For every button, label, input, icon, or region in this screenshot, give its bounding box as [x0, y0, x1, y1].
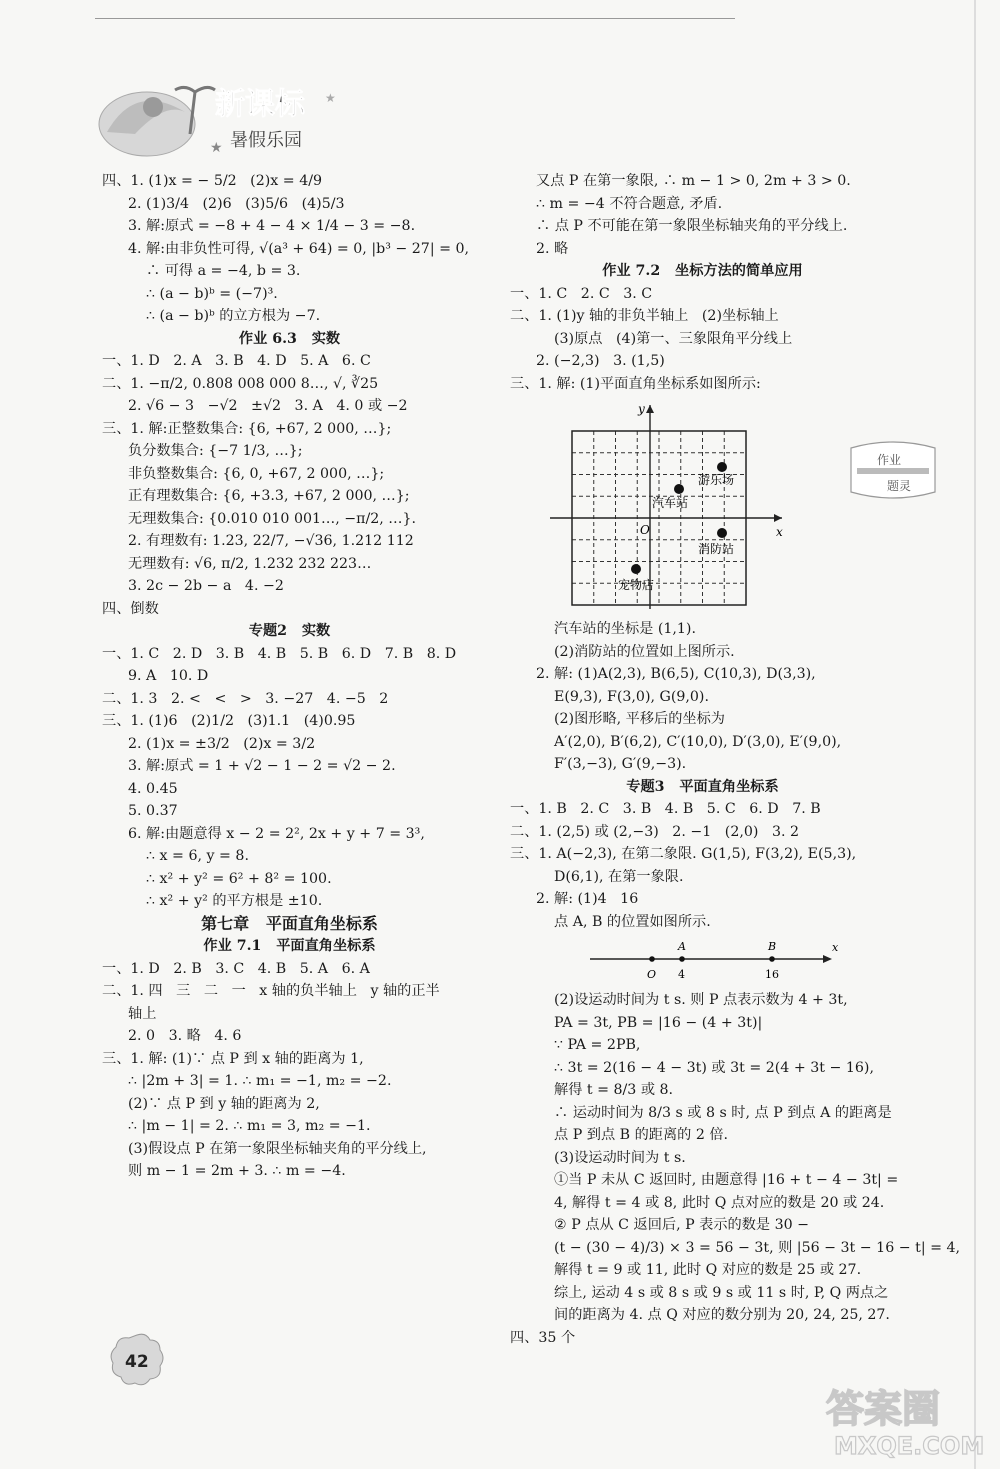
answer-line: 2. 解: (1)A(2,3), B(6,5), C(10,3), D(3,3), [536, 666, 816, 682]
answer-line: 3. 2c − 2b − a 4. −2 [128, 578, 284, 594]
answer-line: 4. 解:由非负性可得, √(a³ + 64) = 0, |b³ − 27| = 0, [128, 240, 470, 257]
point-o-name: O [647, 968, 657, 981]
point-marker [631, 564, 641, 574]
place-label: 宠物店 [618, 578, 655, 592]
answer-line: 四、倒数 [102, 600, 159, 617]
answer-line: 无理数集合: {0.010 010 001…, −π/2, …}. [128, 510, 417, 527]
answer-line: 综上, 运动 4 s 或 8 s 或 9 s 或 11 s 时, P, Q 两点之 [554, 1284, 889, 1301]
answer-line: 三、1. 解: (1)平面直角坐标系如图所示: [510, 375, 761, 392]
book-logo [95, 72, 355, 162]
answer-line: (3)原点 (4)第一、三象限角平分线上 [554, 330, 793, 347]
answer-line: ∴ |m − 1| = 2. ∴ m₁ = 3, m₂ = −1. [128, 1118, 371, 1134]
answer-line: (2)消防站的位置如上图所示. [554, 643, 735, 660]
answer-line: 三、1. 解: (1)∵ 点 P 到 x 轴的距离为 1, [102, 1050, 364, 1067]
stamp-bottom: 题灵 [887, 479, 912, 493]
answer-line: 2. (1)x = ±3/2 (2)x = 3/2 [128, 735, 316, 752]
section-heading: 第七章 平面直角坐标系 [201, 913, 378, 933]
answer-line: F′(3,−3), G′(9,−3). [554, 756, 687, 772]
answer-line: 2. 0 3. 略 4. 6 [128, 1028, 242, 1044]
child-figure [143, 97, 163, 117]
answer-line: 2. 解: (1)4 16 [536, 891, 639, 907]
point-b-label: B [768, 940, 777, 953]
answer-line: 正有理数集合: {6, +3.3̇, +67, 2 000, …}; [128, 488, 410, 504]
point-b [769, 956, 775, 962]
point-a-value: 4 [678, 968, 685, 981]
answer-line: 三、1. 解:正整数集合: {6, +67, 2 000, …}; [102, 420, 392, 437]
star-icon: ★ [325, 91, 336, 105]
answer-line: 解得 t = 8/3 或 8. [554, 1082, 674, 1098]
place-label: 游乐场 [698, 473, 735, 487]
answer-line: 四、1. (1)x = − 5/2 (2)x = 4/9 [102, 173, 323, 189]
answer-line: 一、1. D 2. A 3. B 4. D 5. A 6. C [102, 353, 371, 369]
answer-line: ∴ x² + y² 的平方根是 ±10. [146, 893, 323, 909]
section-heading: 作业 6.3 实数 [238, 330, 341, 347]
origin-label: O [640, 523, 650, 537]
answer-line: 负分数集合: {−7 1/3, …}; [128, 443, 303, 459]
top-rule [95, 18, 735, 19]
answer-line: ∴ (a − b)ᵇ = (−7)³. [146, 285, 278, 302]
answer-line: ∴ 可得 a = −4, b = 3. [146, 263, 301, 279]
answer-line: (t − (30 − 4)/3) × 3 = 56 − 3t, 则 |56 − 3t − 16 − t| = 4, [554, 1239, 961, 1256]
answer-line: 一、1. C 2. D 3. B 4. B 5. B 6. D 7. B 8. D [102, 645, 457, 662]
answer-line: 汽车站的坐标是 (1,1). [554, 621, 696, 637]
answer-line: 轴上 [128, 1005, 157, 1022]
point-marker [717, 528, 727, 538]
answer-line: (3)假设点 P 在第一象限坐标轴夹角的平分线上, [128, 1140, 427, 1157]
answer-line: (3)设运动时间为 t s. [554, 1149, 686, 1166]
answer-line: PA = 3t, PB = |16 − (4 + 3t)| [554, 1014, 763, 1031]
place-label: 汽车站 [652, 496, 689, 510]
answer-line: 又点 P 在第一象限, ∴ m − 1 > 0, 2m + 3 > 0. [536, 173, 851, 189]
answer-line: 4. 0.45 [128, 780, 178, 797]
answer-line: (2)∵ 点 P 到 y 轴的距离为 2, [128, 1095, 320, 1112]
answer-line: (2)图形略, 平移后的坐标为 [554, 711, 725, 727]
answer-line: ∴ 运动时间为 8/3 s 或 8 s 时, 点 P 到点 A 的距离是 [554, 1104, 892, 1121]
x-axis-label: x [776, 525, 783, 539]
answer-line: 二、1. 3 2. < < > 3. −27 4. −5 2 [102, 690, 389, 707]
star-icon: ★ [210, 140, 223, 156]
coordinate-grid [510, 399, 895, 614]
answer-line: 无理数有: √6, π/2, 1.232 232 223… [128, 555, 372, 572]
answer-line: 2. (−2,3) 3. (1,5) [536, 353, 665, 369]
answer-line: 9. A 10. D [128, 668, 209, 684]
page-number: 42 [125, 1352, 149, 1372]
answer-line: ∴ 点 P 不可能在第一象限坐标轴夹角的平分线上. [536, 218, 848, 234]
answer-line: 6. 解:由题意得 x − 2 = 2², 2x + y + 7 = 3³, [128, 825, 425, 842]
answer-line: ② P 点从 C 返回后, P 表示的数是 30 − [554, 1217, 810, 1233]
answer-line: E(9,3), F(3,0), G(9,0). [554, 688, 709, 705]
answer-line: ∴ x = 6, y = 8. [146, 848, 249, 864]
watermark [820, 1380, 990, 1460]
section-heading: 专题2 实数 [248, 623, 331, 639]
answer-line: 二、1. −π/2, 0.808 008 000 8…, √, ∛25 [102, 375, 379, 392]
left-column [102, 170, 477, 1183]
section-heading: 专题3 平面直角坐标系 [626, 778, 779, 795]
page-edge [974, 0, 976, 1469]
point-a-label: A [678, 940, 686, 953]
answer-line: 间的距离为 4. 点 Q 对应的数分别为 20, 24, 25, 27. [554, 1307, 890, 1323]
coordinate-grid-figure [510, 399, 895, 614]
answer-line: ∴ m = −4 不符合题意, 矛盾. [536, 195, 723, 212]
answer-line: 2. √6 − 3 −√2 ±√2 3. A 4. 0 或 −2 [128, 398, 408, 414]
answer-line: 5. 0.37 [128, 803, 178, 819]
section-heading: 作业 7.2 坐标方法的简单应用 [602, 263, 803, 279]
answer-line: 3. 解:原式 = −8 + 4 − 4 × 1/4 − 3 = −8. [128, 218, 416, 234]
stamp-band [857, 468, 929, 474]
right-section-a [510, 170, 895, 395]
answer-line: 二、1. (2,5) 或 (2,−3) 2. −1 (2,0) 3. 2 [510, 823, 800, 840]
answer-line: 二、1. 四 三 二 一 x 轴的负半轴上 y 轴的正半 [102, 983, 440, 999]
answer-line: 4, 解得 t = 4 或 8, 此时 Q 点对应的数是 20 或 24. [554, 1194, 885, 1211]
answer-line: ∴ |2m + 3| = 1. ∴ m₁ = −1, m₂ = −2. [128, 1073, 392, 1089]
answer-line: 2. 有理数有: 1.23, 22/7, −√36, 1.212 112 [128, 533, 414, 549]
point-o [649, 956, 655, 962]
number-line-figure [510, 937, 895, 985]
right-section-c [510, 989, 961, 1349]
answer-line: 非负整数集合: {6, 0, +67, 2 000, …}; [128, 465, 385, 482]
answer-line: 一、1. C 2. C 3. C [510, 285, 653, 302]
point-marker [717, 462, 727, 472]
number-line-arrow-icon [823, 955, 832, 963]
answer-line: 点 A, B 的位置如图所示. [554, 913, 711, 930]
watermark-url: MXQE.COM [834, 1432, 985, 1460]
place-label: 消防站 [698, 542, 735, 556]
answer-line: 一、1. D 2. B 3. C 4. B 5. A 6. A [102, 960, 370, 977]
answer-line: 一、1. B 2. C 3. B 4. B 5. C 6. D 7. B [510, 801, 821, 817]
homework-stamp [843, 440, 943, 500]
answer-line: ∴ (a − b)ᵇ 的立方根为 −7. [146, 308, 321, 324]
stamp-top: 作业 [877, 453, 902, 467]
y-axis-label: y [638, 402, 645, 416]
right-section-b [510, 618, 895, 933]
number-line-axis-label: x [832, 941, 839, 954]
answer-line: D(6,1), 在第一象限. [554, 868, 684, 885]
answer-line: A′(2,0), B′(6,2), C′(10,0), D′(3,0), E′(9,0), [554, 733, 842, 750]
answer-line: 3. 解:原式 = 1 + √2 − 1 − 2 = √2 − 2. [128, 758, 396, 774]
answer-line: 点 P 到点 B 的距离的 2 倍. [554, 1127, 729, 1143]
x-arrow-icon [774, 514, 782, 522]
section-heading: 作业 7.1 平面直角坐标系 [203, 938, 376, 954]
logo-subtitle: 暑假乐园 [230, 130, 302, 151]
point-b-value: 16 [765, 968, 779, 981]
answer-line: ①当 P 未从 C 返回时, 由题意得 |16 + t − 4 − 3t| = [554, 1172, 899, 1188]
y-arrow-icon [646, 405, 654, 413]
answer-line: 解得 t = 9 或 11, 此时 Q 对应的数是 25 或 27. [554, 1262, 862, 1278]
answer-line: 二、1. (1)y 轴的非负半轴上 (2)坐标轴上 [510, 308, 779, 324]
point-a [679, 956, 685, 962]
answer-line: ∴ x² + y² = 6² + 8² = 100. [146, 870, 332, 887]
answer-line: 2. 略 [536, 240, 569, 257]
answer-line: 三、1. A(−2,3), 在第二象限. G(1,5), F(3,2), E(5,3), [510, 846, 857, 862]
answer-line: ∵ PA = 2PB, [554, 1037, 641, 1053]
answer-line: 则 m − 1 = 2m + 3. ∴ m = −4. [128, 1163, 346, 1179]
watermark-cn: 答案圈 [826, 1387, 941, 1431]
number-line [510, 937, 895, 985]
answer-line: (2)设运动时间为 t s. 则 P 点表示数为 4 + 3t, [554, 992, 848, 1008]
answer-line: 四、35 个 [510, 1329, 576, 1346]
logo-title: 新课标 [215, 87, 305, 122]
point-marker [674, 484, 684, 494]
page-number-badge [108, 1332, 166, 1388]
answer-line: 三、1. (1)6 (2)1/2 (3)1.1 (4)0.95 [102, 713, 356, 729]
answer-line: ∴ 3t = 2(16 − 4 − 3t) 或 3t = 2(4 + 3t − 16), [554, 1059, 874, 1076]
answer-line: 2. (1)3/4 (2)6 (3)5/6 (4)5/3 [128, 195, 345, 212]
